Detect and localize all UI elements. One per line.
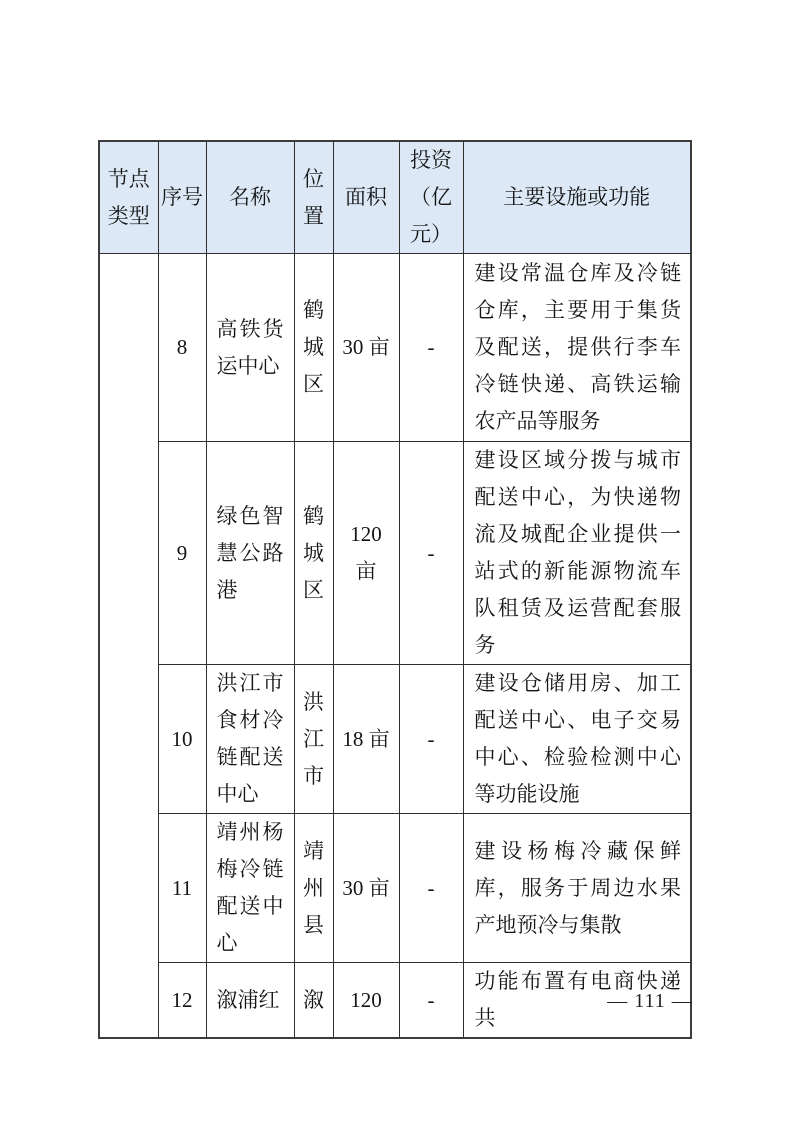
header-location: 位置: [294, 141, 333, 254]
cell-investment: -: [399, 665, 463, 814]
header-node-type: 节点类型: [99, 141, 158, 254]
node-type-merged-cell: [99, 254, 158, 1039]
cell-function: 建设杨梅冷藏保鲜库，服务于周边水果产地预冷与集散: [463, 814, 691, 963]
table-row: [99, 442, 691, 665]
cell-location: 鹤城区: [294, 254, 333, 442]
table-row: [99, 254, 691, 442]
cell-area: 30 亩: [333, 814, 399, 963]
cell-area: 18 亩: [333, 665, 399, 814]
cell-name: 靖州杨梅冷链配送中心: [206, 814, 294, 963]
cell-function: 建设常温仓库及冷链仓库，主要用于集货及配送，提供行李车冷链快递、高铁运输农产品等服务: [463, 254, 691, 442]
cell-name: 洪江市食材冷链配送中心: [206, 665, 294, 814]
cell-area: 120: [333, 963, 399, 1039]
cell-no: 12: [158, 963, 206, 1039]
cell-no: 11: [158, 814, 206, 963]
cell-name: 溆浦红: [206, 963, 294, 1039]
cell-location: 溆: [294, 963, 333, 1039]
cell-investment: -: [399, 963, 463, 1039]
header-name: 名称: [206, 141, 294, 254]
page-number: — 111 —: [607, 990, 693, 1012]
cell-name: 高铁货运中心: [206, 254, 294, 442]
cell-function: 建设区域分拨与城市配送中心，为快递物流及城配企业提供一站式的新能源物流车队租赁及运营配套服务: [463, 442, 691, 665]
cell-function: 建设仓储用房、加工配送中心、电子交易中心、检验检测中心等功能设施: [463, 665, 691, 814]
cell-no: 10: [158, 665, 206, 814]
cell-investment: -: [399, 442, 463, 665]
cell-investment: -: [399, 814, 463, 963]
cell-location: 靖州县: [294, 814, 333, 963]
header-investment: 投资（亿元）: [399, 141, 463, 254]
cell-area: 30 亩: [333, 254, 399, 442]
table-row: [99, 665, 691, 814]
table-header-row: [99, 141, 691, 254]
logistics-nodes-table: [98, 140, 692, 1039]
cell-no: 9: [158, 442, 206, 665]
cell-location: 洪江市: [294, 665, 333, 814]
cell-location: 鹤城区: [294, 442, 333, 665]
cell-function: 功能布置有电商快递共: [463, 963, 691, 1039]
cell-investment: -: [399, 254, 463, 442]
cell-area: 120 亩: [333, 442, 399, 665]
cell-name: 绿色智慧公路港: [206, 442, 294, 665]
cell-no: 8: [158, 254, 206, 442]
header-no: 序号: [158, 141, 206, 254]
header-function: 主要设施或功能: [463, 141, 691, 254]
table-row: [99, 814, 691, 963]
header-area: 面积: [333, 141, 399, 254]
